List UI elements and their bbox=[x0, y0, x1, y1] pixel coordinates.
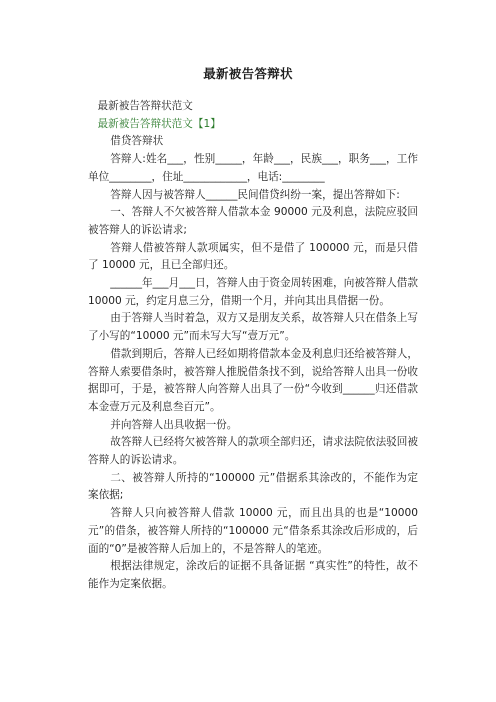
paragraph-loan-fact: 答辩人借被答辩人款项属实，但不是借了 100000 元，而是只借了 10000 元，且已全部归还。 bbox=[88, 241, 418, 272]
paragraph-section-heading: 最新被告答辩状范文【1】 bbox=[97, 117, 221, 130]
paragraph-receipt: 并向答辩人出具收据一份。 bbox=[110, 418, 238, 431]
paragraph-doc-type: 借贷答辩状 bbox=[110, 135, 164, 148]
paragraph-case-statement: 答辩人因与被答辩人______民间借贷纠纷一案，提出答辩如下: bbox=[110, 188, 400, 201]
paragraph-point-two: 二、被答辩人所持的“100000 元”借据系其涂改的，不能作为定案依据; bbox=[88, 471, 418, 502]
paragraph-request: 故答辩人已经将欠被答辩人的款项全部归还，请求法院依法驳回被答辩人的诉讼请求。 bbox=[88, 436, 418, 467]
paragraph-legal-basis: 根据法律规定，涂改后的证据不具备证据 “真实性”的特性，故不能作为定案依据。 bbox=[88, 560, 418, 590]
document-title: 最新被告答辩状 bbox=[203, 66, 293, 81]
paragraph-point-one: 一、答辩人不欠被答辩人借款本金 90000 元及利息，法院应驳回被答辩人的诉讼请求; bbox=[88, 206, 418, 236]
paragraph-altered-iou: 答辩人只向被答辩人借款 10000 元，而且出具的也是“10000 元”的借条，被答辩人所持的“100000 元“借条系其涂改后形成的，后面的“0”是被答辩人后加上的，不是答辩人的笔迹。 bbox=[88, 507, 418, 555]
paragraph-loan-date: ______年___月___日，答辩人由于资金周转困难，向被答辩人借款 10000 元，约定月息三分，借期一个月，并向其出具借据一份。 bbox=[88, 277, 418, 307]
paragraph-intro: 最新被告答辩状范文 bbox=[97, 100, 193, 112]
document-body bbox=[88, 98, 418, 594]
paragraph-iou-detail: 由于答辩人当时着急，双方又是朋友关系，故答辩人只在借条上写了小写的“10000 元”而未写大写“壹万元”。 bbox=[88, 312, 418, 343]
paragraph-respondent-info: 答辩人:姓名___，性别_____，年龄___，民族___，职务___，工作单位________，住址____________，电话:________ bbox=[88, 153, 418, 183]
paragraph-repayment: 借款到期后，答辩人已经如期将借款本金及利息归还给被答辩人，答辩人索要借条时，被答辩人推脱借条找不到，说给答辩人出具一份收据即可，于是，被答辩人向答辩人出具了一份“今收到______归还借款本金壹万元及利息叁百元”。 bbox=[88, 347, 418, 413]
